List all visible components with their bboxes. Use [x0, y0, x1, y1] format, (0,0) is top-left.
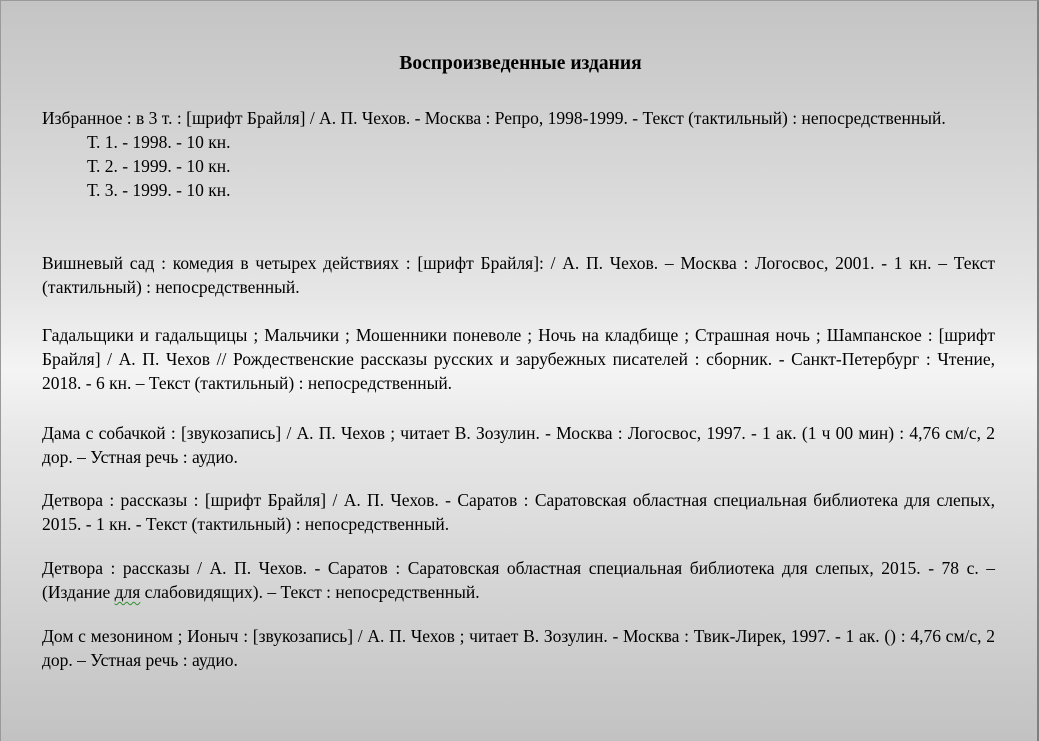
bibliography-entry: [42, 323, 995, 395]
bibliography-entry: [42, 106, 995, 202]
volume-line: Т. 2. - 1999. - 10 кн.: [87, 156, 231, 176]
bibliography-entry: [42, 488, 995, 536]
entry-text-part: слабовидящих). – Текст : непосредственный.: [140, 582, 480, 602]
entry-text: Дом с мезонином ; Ионыч : [звукозапись] / А. П. Чехов ; читает В. Зозулин. - Москва : Твик-Лирек, 1997. - 1 ак. () : 4,76 см/с, 2 дор. – Устная речь : аудио.: [42, 626, 995, 670]
bibliography-entry: [42, 251, 995, 299]
entry-text: Гадальщики и гадальщицы ; Мальчики ; Мошенники поневоле ; Ночь на кладбище ; Страшная ночь ; Шампанское : [шрифт Брайля] / А. П. Чехов // Рождественские рассказы русских и зарубежных писателей : сборник. - Санкт-Петербург : Чтение, 2018. - 6 кн. – Текст (тактильный) : непосредственный.: [42, 325, 995, 393]
entry-text: [42, 556, 995, 604]
entry-text: Детвора : рассказы : [шрифт Брайля] / А. П. Чехов. - Саратов : Саратовская областная специальная библиотека для слепых, 2015. - 1 кн. - Текст (тактильный) : непосредственный.: [42, 490, 995, 534]
page-title: Воспроизведенные издания: [399, 53, 642, 74]
spellcheck-marked-word: для: [114, 582, 141, 602]
bibliography-entry: [42, 624, 995, 672]
volume-line: Т. 3. - 1999. - 10 кн.: [87, 180, 231, 200]
bibliography-entry: [42, 556, 995, 604]
entry-text: Вишневый сад : комедия в четырех действиях : [шрифт Брайля]: / А. П. Чехов. – Москва : Логосвос, 2001. - 1 кн. – Текст (тактильный) : непосредственный.: [42, 253, 995, 297]
volume-line: Т. 1. - 1998. - 10 кн.: [87, 132, 231, 152]
entry-text: Дама с собачкой : [звукозапись] / А. П. Чехов ; читает В. Зозулин. - Москва : Логосвос, 1997. - 1 ак. (1 ч 00 мин) : 4,76 см/с, 2 дор. – Устная речь : аудио.: [42, 423, 995, 467]
bibliography-entry: [42, 421, 995, 469]
entry-text-part: Детвора : рассказы / А. П. Чехов. - Саратов : Саратовская областная специальная библиотека для слепых, 2015. - 78 с. – (Издание: [42, 558, 995, 602]
entry-text: Избранное : в 3 т. : [шрифт Брайля] / А. П. Чехов. - Москва : Репро, 1998-1999. - Текст (тактильный) : непосредственный.: [42, 108, 946, 128]
